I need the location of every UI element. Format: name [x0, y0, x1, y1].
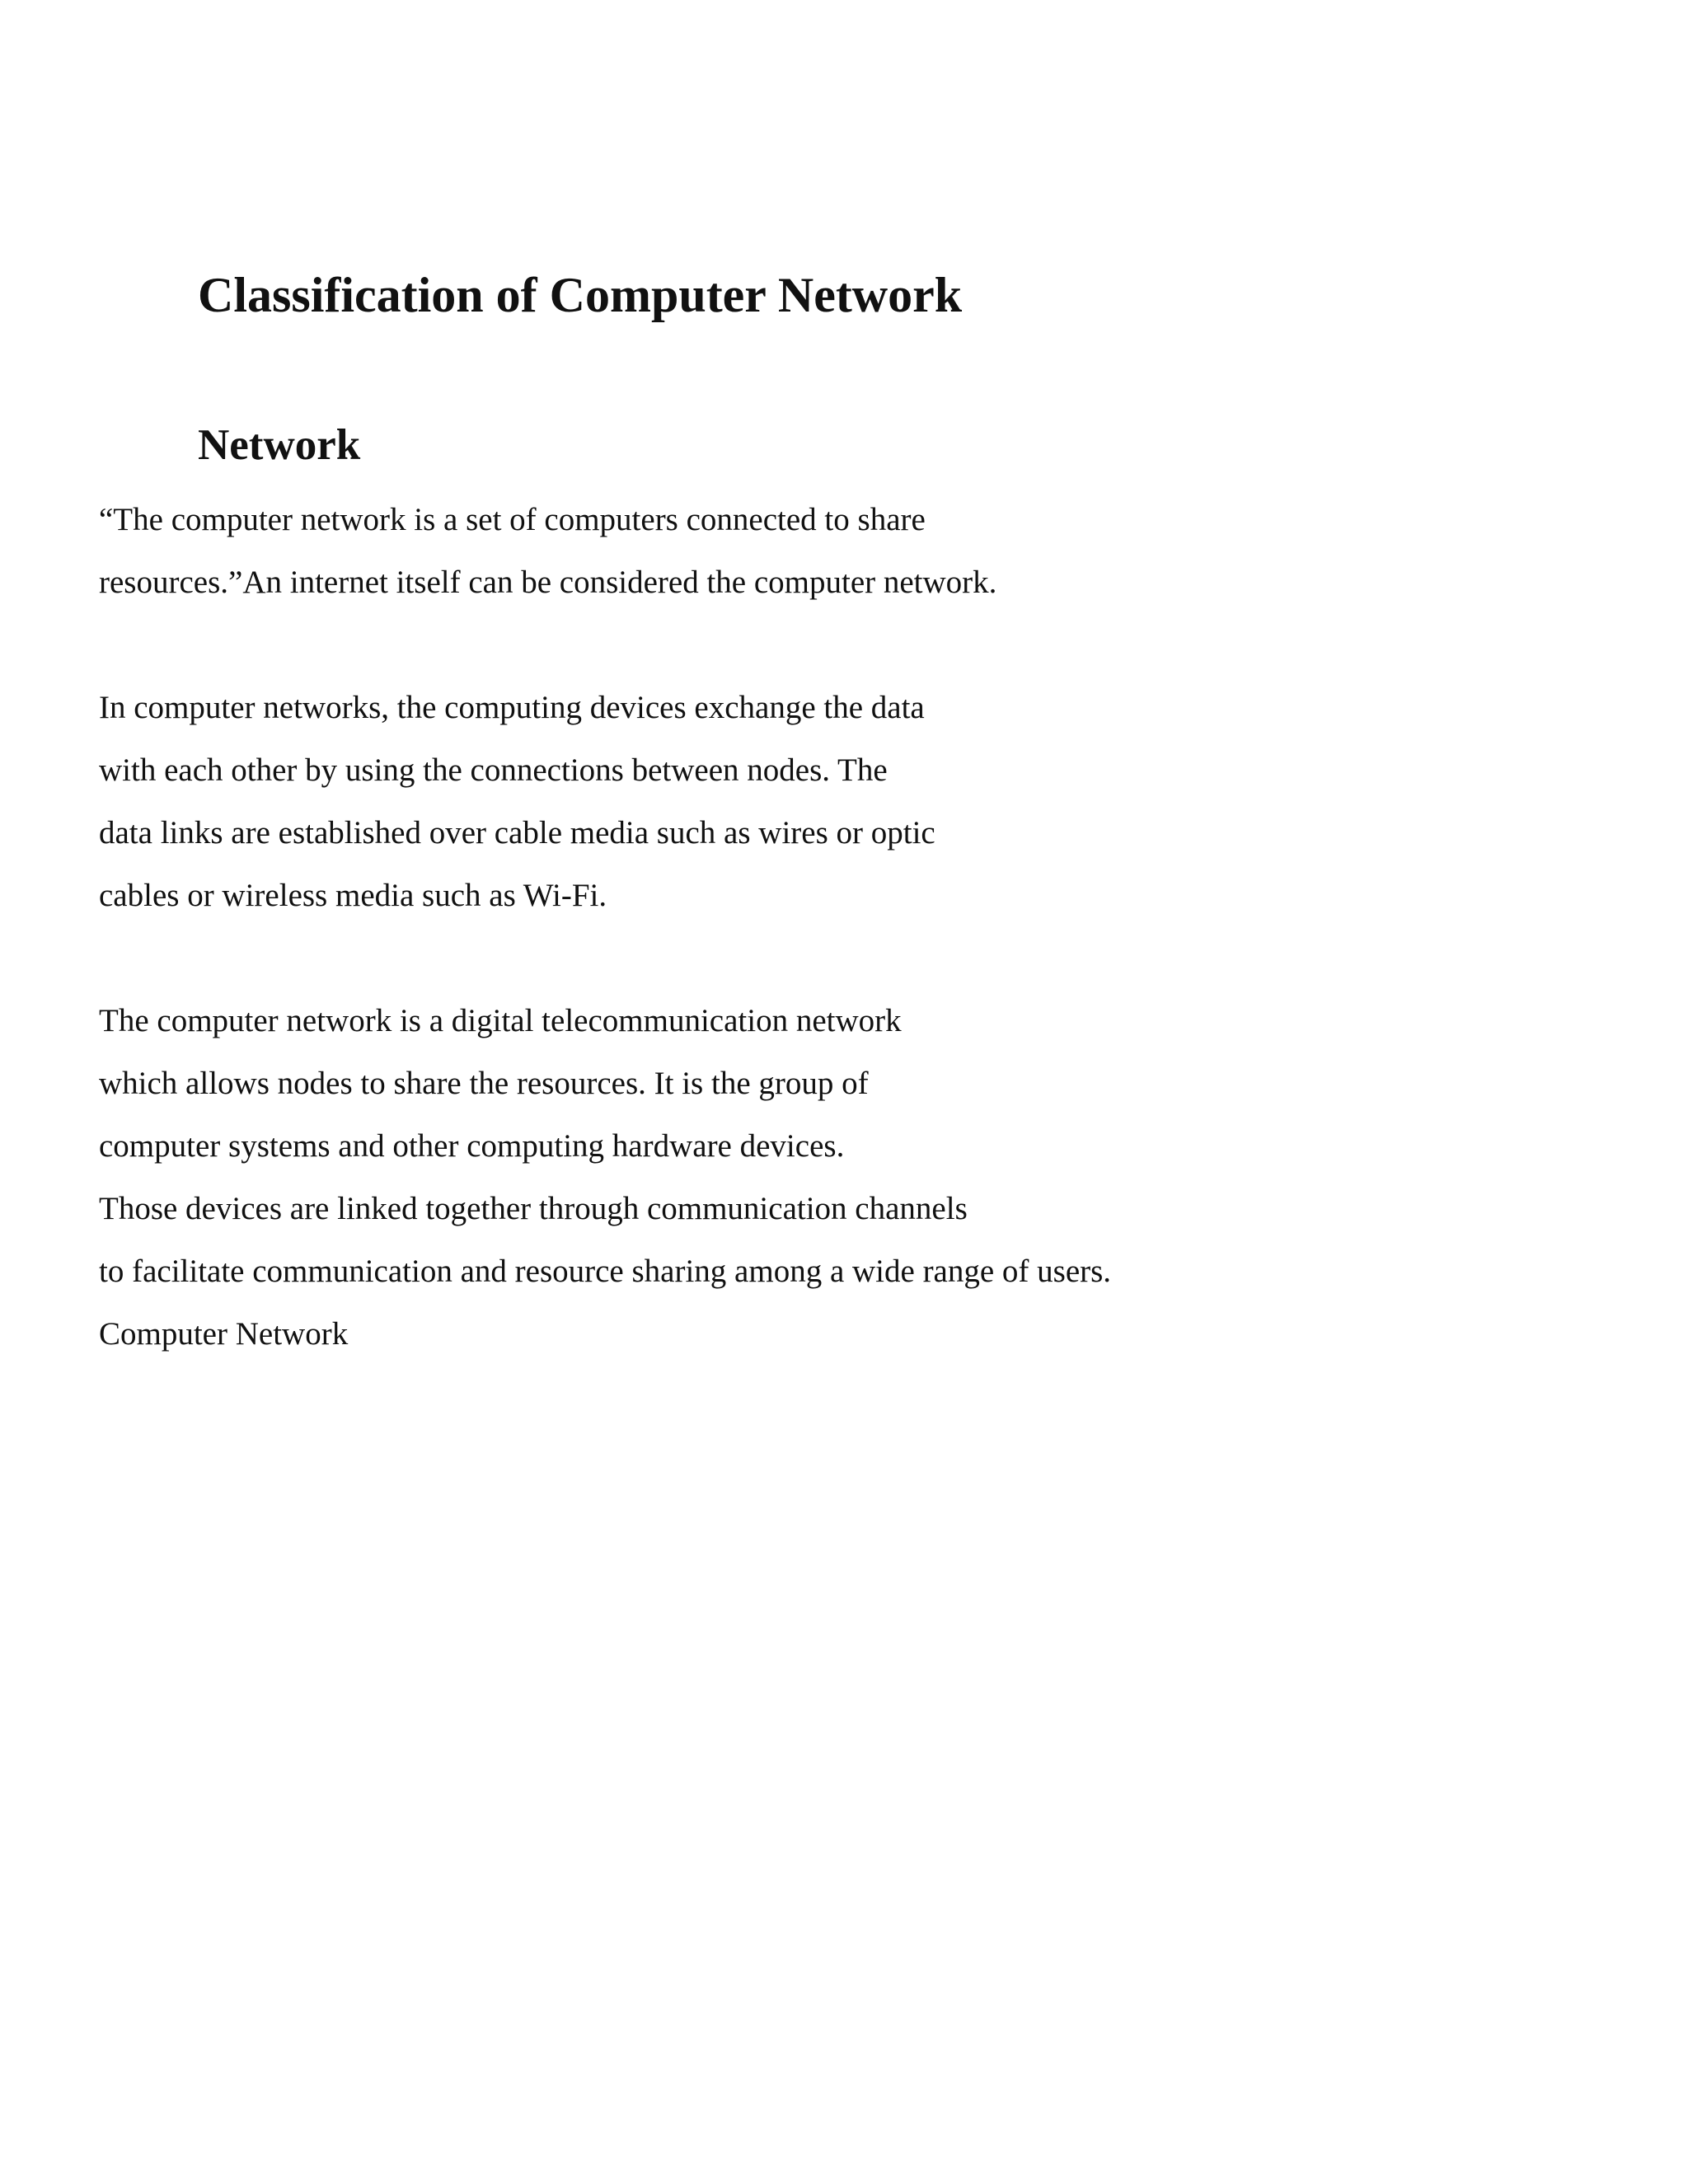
paragraph-line: to facilitate communication and resource sharing among a wide range of users. — [99, 1254, 1112, 1289]
paragraph-line: data links are established over cable media such as wires or optic — [99, 815, 935, 851]
paragraph-line: resources.”An internet itself can be considered the computer network. — [99, 565, 997, 600]
paragraph-telecommunication — [99, 990, 1632, 1366]
paragraph-line: The computer network is a digital telecommunication network — [99, 1003, 902, 1038]
paragraph-line: cables or wireless media such as Wi-Fi. — [99, 878, 607, 913]
paragraph-line: computer systems and other computing hardware devices. — [99, 1128, 845, 1164]
section-heading-network: Network — [198, 421, 361, 469]
paragraph-line: Computer Network — [99, 1316, 349, 1352]
paragraph-line: with each other by using the connections between nodes. The — [99, 752, 888, 788]
paragraph-definition — [99, 489, 1632, 614]
paragraph-line: In computer networks, the computing devices exchange the data — [99, 690, 925, 725]
paragraph-line: which allows nodes to share the resources. It is the group of — [99, 1066, 869, 1101]
paragraph-data-exchange — [99, 677, 1632, 927]
paragraph-line: “The computer network is a set of computers connected to share — [99, 502, 926, 537]
document-title: Classification of Computer Network — [198, 268, 963, 322]
paragraph-line: Those devices are linked together through communication channels — [99, 1191, 968, 1226]
